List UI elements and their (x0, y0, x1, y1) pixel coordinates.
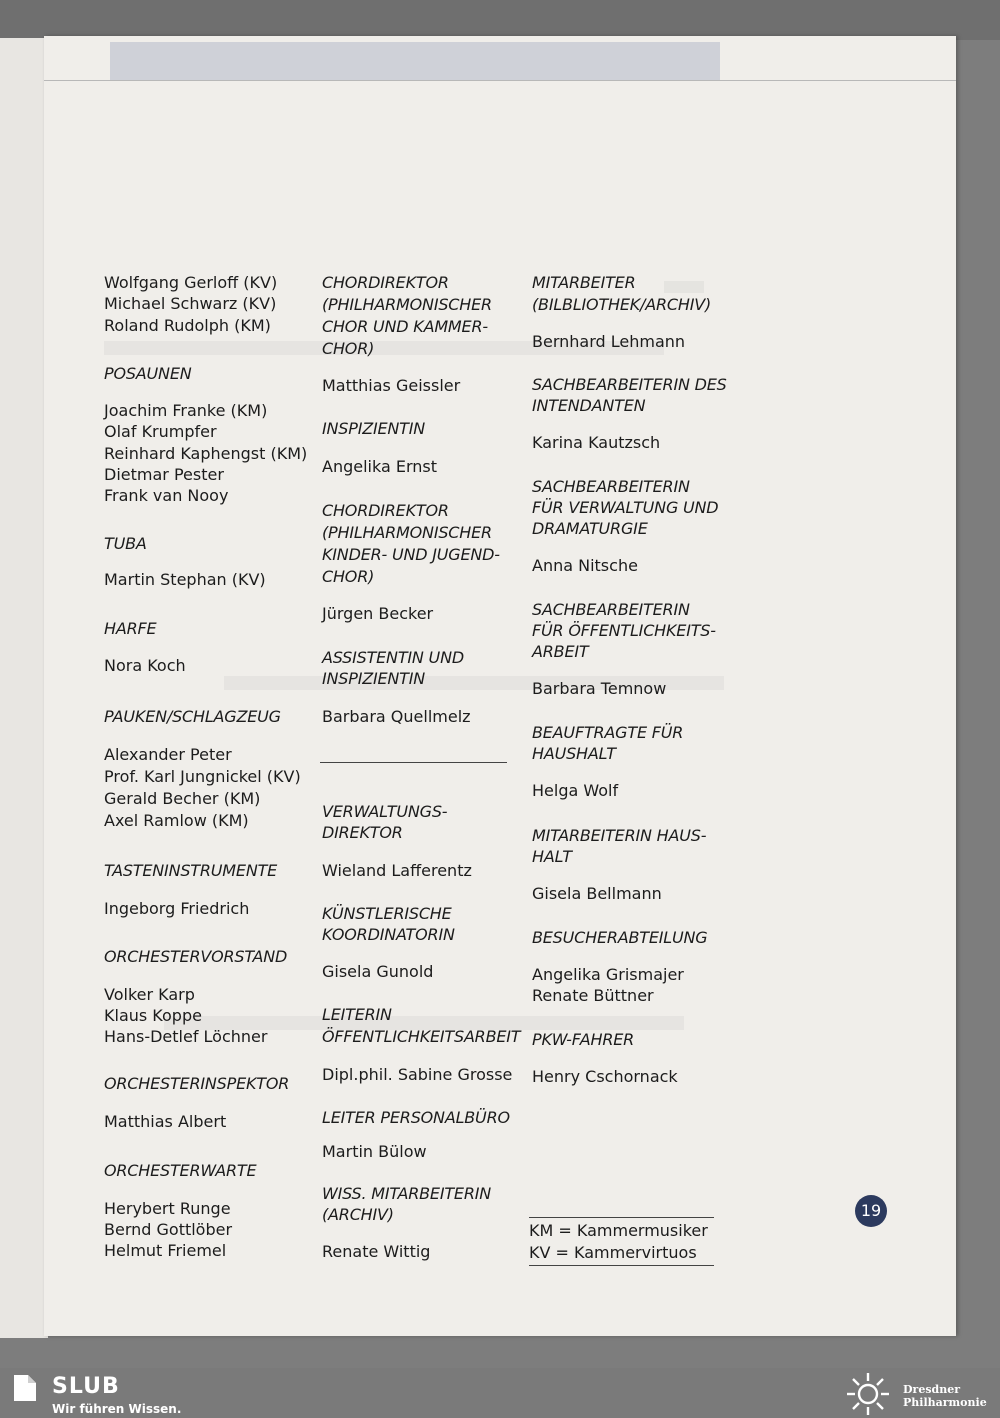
section-heading: CHOR) (322, 567, 375, 586)
staff-name: Bernd Gottlöber (104, 1220, 233, 1239)
staff-name: Herybert Runge (104, 1199, 231, 1218)
section-heading: ASSISTENTIN UND (322, 648, 464, 667)
staff-name: Nora Koch (104, 656, 186, 675)
section-heading: FÜR ÖFFENTLICHKEITS- (532, 621, 716, 640)
section-heading: SACHBEARBEITERIN (532, 477, 690, 496)
staff-name: Renate Büttner (532, 986, 654, 1005)
staff-name: Roland Rudolph (KM) (104, 316, 271, 335)
section-heading: (BILBLIOTHEK/ARCHIV) (532, 295, 712, 314)
staff-name: Axel Ramlow (KM) (104, 811, 249, 830)
section-heading: MITARBEITERIN HAUS- (532, 826, 707, 845)
staff-name: Reinhard Kaphengst (KM) (104, 444, 308, 463)
staff-name: Barbara Temnow (532, 679, 667, 698)
brochure-page (44, 36, 956, 1336)
staff-name: Martin Bülow (322, 1142, 427, 1161)
staff-name: Angelika Ernst (322, 457, 438, 476)
staff-name: Jürgen Becker (322, 604, 434, 623)
staff-name: Anna Nitsche (532, 556, 638, 575)
staff-name: Barbara Quellmelz (322, 707, 471, 726)
philharmonie-name (903, 1383, 987, 1409)
section-heading: SACHBEARBEITERIN (532, 600, 690, 619)
section-heading: LEITER PERSONALBÜRO (322, 1108, 510, 1127)
staff-name: Martin Stephan (KV) (104, 570, 266, 589)
header-rule (44, 80, 956, 81)
legend-km: KM = Kammermusiker (529, 1221, 708, 1240)
staff-name: Renate Wittig (322, 1242, 431, 1261)
section-heading: WISS. MITARBEITERIN (322, 1184, 492, 1203)
staff-name: Klaus Koppe (104, 1006, 202, 1025)
staff-name: Karina Kautzsch (532, 433, 661, 452)
section-heading: VERWALTUNGS- (322, 802, 448, 821)
staff-name: Dipl.phil. Sabine Grosse (322, 1065, 513, 1084)
section-heading: LEITERIN (322, 1005, 392, 1024)
staff-name: Alexander Peter (104, 745, 232, 764)
staff-name: Bernhard Lehmann (532, 332, 686, 351)
staff-name: Joachim Franke (KM) (104, 401, 268, 420)
section-heading: INTENDANTEN (532, 396, 646, 415)
staff-name: Gisela Gunold (322, 962, 434, 981)
legend-kv: KV = Kammervirtuos (529, 1243, 697, 1262)
section-heading: DRAMATURGIE (532, 519, 648, 538)
staff-name: Hans-Detlef Löchner (104, 1027, 268, 1046)
legend-rule-top (529, 1217, 714, 1218)
section-heading: (ARCHIV) (322, 1205, 394, 1224)
staff-name: Matthias Albert (104, 1112, 227, 1131)
section-heading: CHORDIREKTOR (322, 273, 449, 292)
page-number-badge: 19 (855, 1195, 887, 1227)
staff-name: Wieland Lafferentz (322, 861, 472, 880)
section-heading: MITARBEITER (532, 273, 636, 292)
staff-name: Henry Cschornack (532, 1067, 678, 1086)
slub-tagline: Wir führen Wissen. (52, 1402, 182, 1416)
section-heading: KOORDINATORIN (322, 925, 455, 944)
section-heading: BEAUFTRAGTE FÜR (532, 723, 684, 742)
legend-rule-bottom (529, 1265, 714, 1266)
section-heading: PAUKEN/SCHLAGZEUG (104, 707, 281, 726)
section-heading: HALT (532, 847, 572, 866)
header-band (110, 42, 720, 80)
section-heading: DIREKTOR (322, 823, 403, 842)
staff-name: Prof. Karl Jungnickel (KV) (104, 767, 301, 786)
section-heading: TUBA (104, 534, 147, 553)
column-divider-rule (320, 762, 507, 763)
philharmonie-logo-icon (842, 1371, 894, 1417)
philharmonie-line1: Dresdner (903, 1383, 961, 1396)
staff-name: Frank van Nooy (104, 486, 229, 505)
staff-name: Michael Schwarz (KV) (104, 294, 277, 313)
section-heading: SACHBEARBEITERIN DES (532, 375, 727, 394)
section-heading: (PHILHARMONISCHER (322, 523, 492, 542)
section-heading: ORCHESTERWARTE (104, 1161, 257, 1180)
section-heading: FÜR VERWALTUNG UND (532, 498, 719, 517)
section-heading: ARBEIT (532, 642, 589, 661)
staff-name: Volker Karp (104, 985, 195, 1004)
section-heading: KINDER- UND JUGEND- (322, 545, 500, 564)
staff-name: Olaf Krumpfer (104, 422, 217, 441)
section-heading: (PHILHARMONISCHER (322, 295, 492, 314)
staff-name: Helga Wolf (532, 781, 619, 800)
section-heading: CHOR UND KAMMER- (322, 317, 488, 336)
staff-name: Dietmar Pester (104, 465, 224, 484)
philharmonie-line2: Philharmonie (903, 1396, 987, 1409)
staff-name: Wolfgang Gerloff (KV) (104, 273, 278, 292)
section-heading: CHORDIREKTOR (322, 501, 449, 520)
section-heading: CHOR) (322, 339, 375, 358)
facing-page-edge (0, 38, 48, 1338)
slub-logo-icon (12, 1373, 38, 1403)
staff-name: Angelika Grismajer (532, 965, 684, 984)
section-heading: KÜNSTLERISCHE (322, 904, 452, 923)
section-heading: POSAUNEN (104, 364, 192, 383)
section-heading: INSPIZIENTIN (322, 419, 426, 438)
section-heading: ORCHESTERINSPEKTOR (104, 1074, 290, 1093)
staff-name: Gerald Becher (KM) (104, 789, 261, 808)
staff-name: Gisela Bellmann (532, 884, 662, 903)
section-heading: ÖFFENTLICHKEITSARBEIT (322, 1027, 521, 1046)
scan-background (0, 0, 1000, 40)
section-heading: HARFE (104, 619, 157, 638)
section-heading: TASTENINSTRUMENTE (104, 861, 278, 880)
section-heading: INSPIZIENTIN (322, 669, 426, 688)
section-heading: BESUCHERABTEILUNG (532, 928, 708, 947)
staff-name: Ingeborg Friedrich (104, 899, 250, 918)
slub-name: SLUB (52, 1374, 120, 1399)
staff-name: Helmut Friemel (104, 1241, 227, 1260)
staff-name: Matthias Geissler (322, 376, 461, 395)
section-heading: HAUSHALT (532, 744, 616, 763)
section-heading: ORCHESTERVORSTAND (104, 947, 288, 966)
section-heading: PKW-FAHRER (532, 1030, 635, 1049)
